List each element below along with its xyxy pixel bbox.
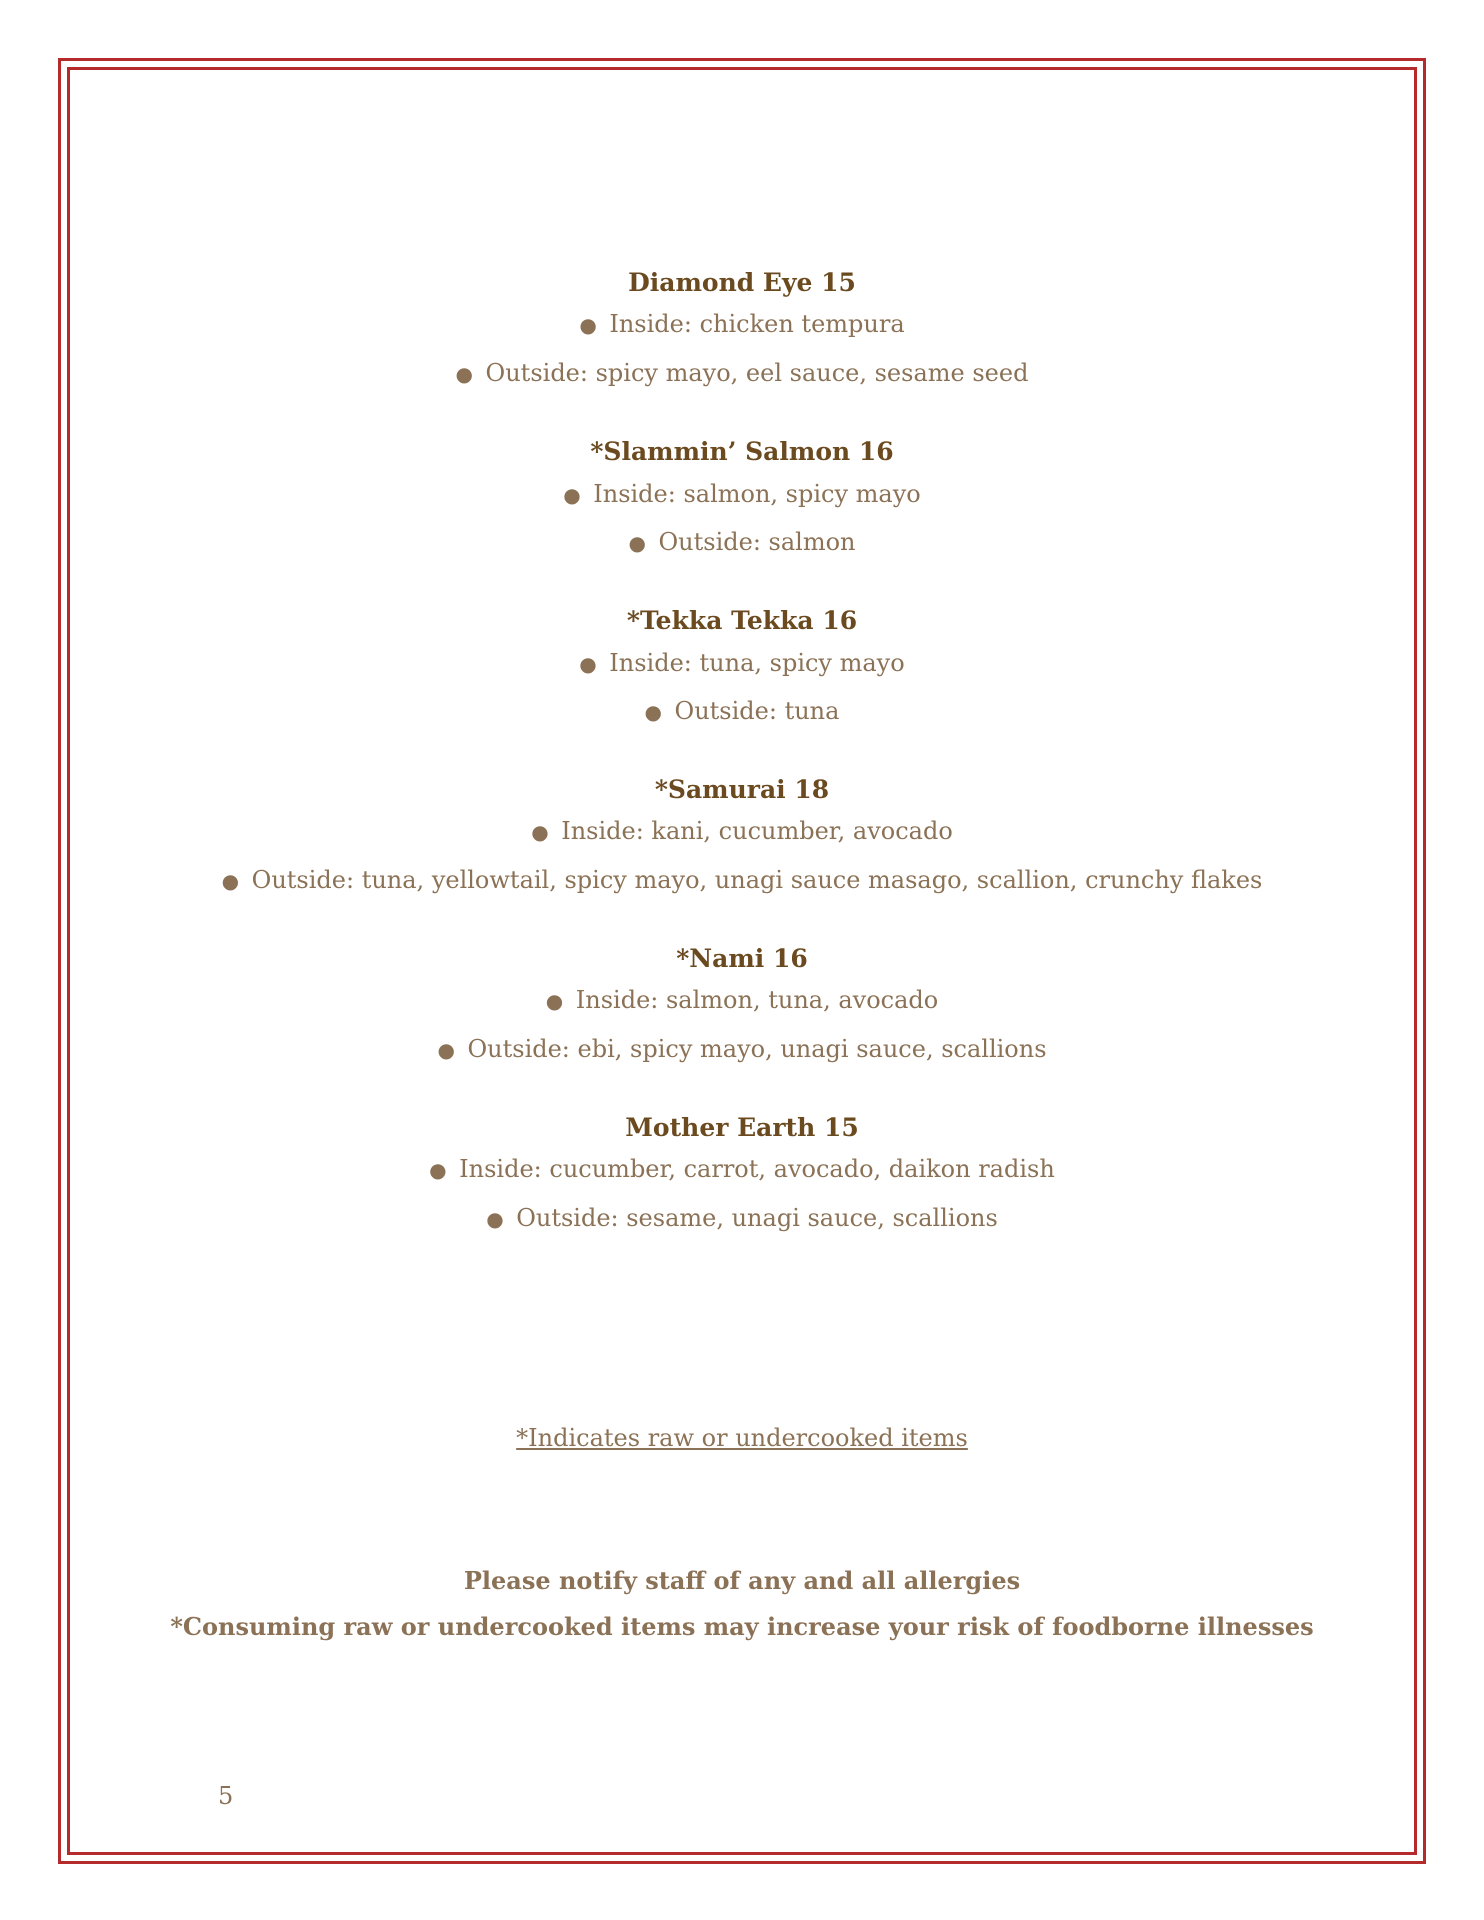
menu-item-inside: ● Inside: chicken tempura [579, 310, 905, 338]
bullet-icon: ● [437, 1038, 455, 1062]
menu-item-outside: ● Outside: tuna [644, 697, 840, 725]
bullet-icon: ● [579, 313, 597, 337]
menu-item-outside: ● Outside: sesame, unagi sauce, scallions [486, 1204, 998, 1232]
bullet-icon: ● [628, 531, 646, 555]
menu-item-title: *Nami 16 [676, 944, 808, 973]
allergy-notice: Please notify staff of any and all allergies [463, 1566, 1021, 1595]
menu-item-inside: ● Inside: tuna, spicy mayo [579, 649, 905, 677]
menu-item-inside: ● Inside: salmon, tuna, avocado [545, 986, 939, 1014]
bullet-icon: ● [644, 700, 662, 724]
bullet-icon: ● [221, 869, 240, 893]
menu-item-title: Diamond Eye 15 [628, 268, 856, 297]
bullet-icon: ● [486, 1207, 504, 1231]
consumption-warning: *Consuming raw or undercooked items may increase your risk of foodborne illnesses [170, 1612, 1314, 1641]
menu-item-outside: ● Outside: salmon [628, 528, 856, 556]
menu-item-outside: ● Outside: spicy mayo, eel sauce, sesame seed [455, 359, 1029, 387]
menu-item-outside: ● Outside: tuna, yellowtail, spicy mayo, unagi sauce masago, scallion, crunchy flakes [221, 866, 1263, 894]
bullet-icon: ● [579, 652, 597, 676]
menu-item-inside: ● Inside: kani, cucumber, avocado [531, 817, 953, 845]
bullet-icon: ● [563, 483, 581, 507]
bullet-icon: ● [545, 989, 564, 1013]
menu-item-inside: ● Inside: salmon, spicy mayo [563, 480, 921, 508]
menu-item-title: *Tekka Tekka 16 [626, 606, 858, 635]
raw-items-note: *Indicates raw or undercooked items [516, 1424, 968, 1452]
menu-item-title: *Slammin’ Salmon 16 [590, 437, 894, 466]
bullet-icon: ● [531, 820, 549, 844]
bullet-icon: ● [455, 362, 473, 386]
page-number: 5 [218, 1782, 234, 1810]
menu-item-title: *Samurai 18 [654, 775, 830, 804]
menu-item-inside: ● Inside: cucumber, carrot, avocado, daikon radish [429, 1155, 1055, 1183]
menu-item-outside: ● Outside: ebi, spicy mayo, unagi sauce, scallions [437, 1035, 1047, 1063]
bullet-icon: ● [429, 1158, 447, 1182]
menu-item-title: Mother Earth 15 [625, 1113, 859, 1142]
